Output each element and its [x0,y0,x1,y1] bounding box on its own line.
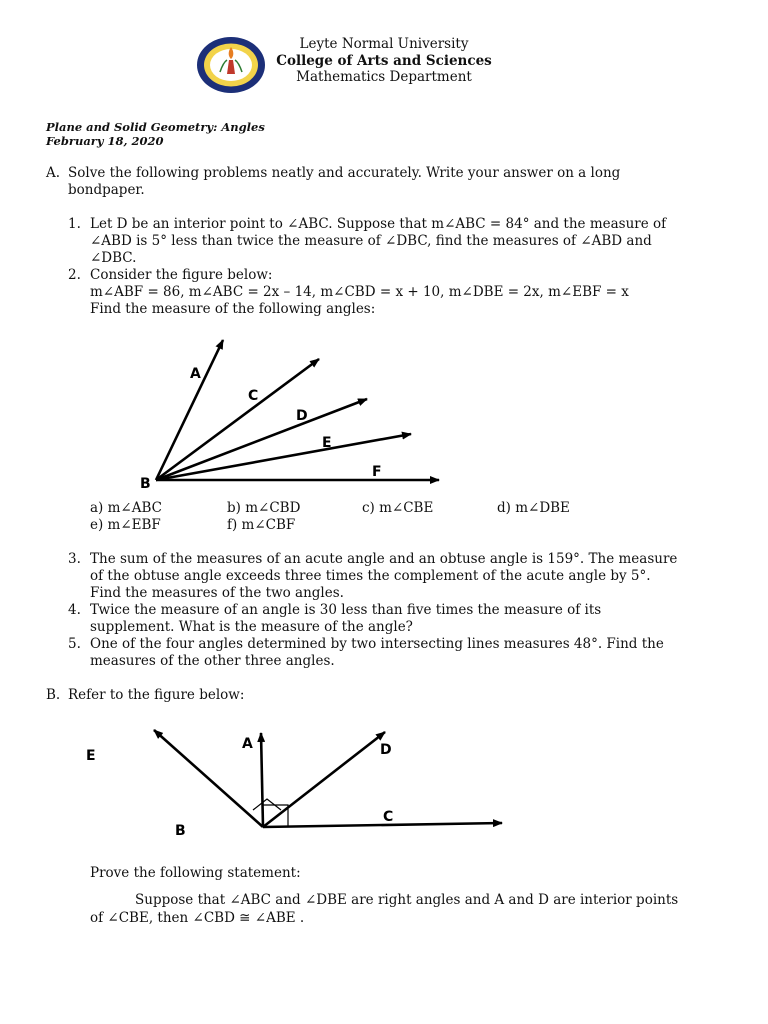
fig1-label-c: C [248,388,259,404]
course-date: February 18, 2020 [46,134,164,148]
figure-2-right-angles [70,715,520,855]
choice-d: d) m∠DBE [497,500,570,516]
problem-3-line-3: Find the measures of the two angles. [90,585,344,601]
problem-2-givens: m∠ABF = 86, m∠ABC = 2x – 14, m∠CBD = x + 10, m∠DBE = 2x, m∠EBF = x [90,284,629,300]
problem-3-line-1: The sum of the measures of an acute angle and an obtuse angle is 159°. The measure [90,551,678,567]
fig2-label-d: D [380,742,392,758]
prove-heading: Prove the following statement: [90,865,301,881]
part-a-instructions [46,165,620,182]
department-name: Mathematics Department [296,69,472,85]
part-b-instructions-text: Refer to the figure below: [68,687,245,703]
ray-bc [156,359,319,480]
problem-3 [68,551,677,568]
statement-line-1: Suppose that ∠ABC and ∠DBE are right angles and A and D are interior points [135,892,679,908]
figure-1-rays [140,330,460,500]
statement-line-2: of ∠CBE, then ∠CBD ≅ ∠ABE . [90,910,305,926]
part-b-instructions [46,687,244,704]
problem-4-line-2: supplement. What is the measure of the angle? [90,619,413,635]
problem-1-number: 1. [68,216,81,232]
college-name: College of Arts and Sciences [276,52,492,69]
choice-f: f) m∠CBF [227,517,296,533]
fig1-label-f: F [372,464,382,480]
problem-3-number: 3. [68,551,81,567]
fig1-label-a: A [190,366,201,382]
problem-2-number: 2. [68,267,81,283]
problem-5-line-2: measures of the other three angles. [90,653,335,669]
problem-1-line-3: ∠DBC. [90,250,137,266]
problem-1-line-1: Let D be an interior point to ∠ABC. Suppose that m∠ABC = 84° and the measure of [90,216,667,232]
problem-5-line-1: One of the four angles determined by two intersecting lines measures 48°. Find the [90,636,664,652]
document-header [0,36,768,86]
problem-4-number: 4. [68,602,81,618]
problem-3-line-2: of the obtuse angle exceeds three times the complement of the acute angle by 5°. [90,568,651,584]
problem-1 [68,216,666,233]
part-a-letter: A. [46,165,61,181]
part-a-instructions-line-1: Solve the following problems neatly and accurately. Write your answer on a long [68,165,621,181]
fig2-label-c: C [383,809,394,825]
part-a-instructions-line-2: bondpaper. [68,182,145,198]
problem-2-line-3: Find the measure of the following angles: [90,301,376,317]
university-name: Leyte Normal University [299,36,469,52]
fig1-label-b: B [140,476,151,492]
problem-1-line-2: ∠ABD is 5° less than twice the measure of ∠DBC, find the measures of ∠ABD and [90,233,652,249]
course-info [46,120,265,148]
problem-5 [68,636,664,653]
ray-ba-2 [261,733,263,827]
fig2-label-e: E [86,748,96,764]
course-title: Plane and Solid Geometry: Angles [46,120,265,134]
problem-5-number: 5. [68,636,81,652]
problem-2 [68,267,272,284]
fig2-label-b: B [175,823,186,839]
fig2-label-a: A [242,736,253,752]
fig1-label-d: D [296,408,308,424]
problem-2-line-1: Consider the figure below: [90,267,273,283]
problem-4-line-1: Twice the measure of an angle is 30 less than five times the measure of its [90,602,602,618]
ray-bd-2 [263,732,385,827]
choice-e: e) m∠EBF [90,517,161,533]
choice-c: c) m∠CBE [362,500,434,516]
fig1-label-e: E [322,435,332,451]
choice-b: b) m∠CBD [227,500,301,516]
choice-a: a) m∠ABC [90,500,162,516]
part-b-letter: B. [46,687,61,703]
problem-4 [68,602,601,619]
